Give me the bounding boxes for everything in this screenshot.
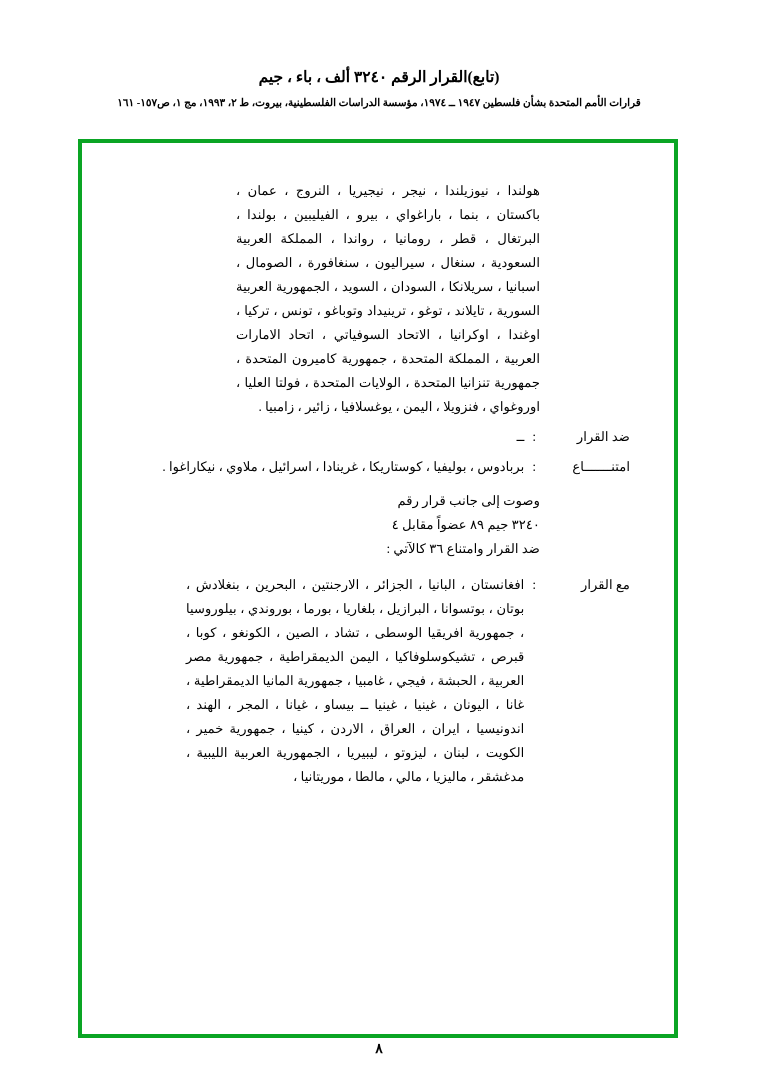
vote-with-row xyxy=(126,573,630,789)
vote-abstain-value: بربادوس ، بوليفيا ، كوستاريكا ، غرينادا ، اسرائيل ، ملاوي ، نيكاراغوا . xyxy=(162,459,525,475)
vote-with-value: افغانستان ، البانيا ، الجزائر ، الارجنتين ، البحرين ، بنغلادش ، بوتان ، بوتسوانا ، البرازيل ، بلغاريا ، بورما ، بوروندي ، بيلوروسيا ، جمهورية افريقيا الوسطى ، تشاد ، الصين ، الكونغو ، كوبا ، قبرص ، تشيكوسلوفاكيا ، اليمن الديمقراطية ، جمهورية مصر العربية ، الحبشة ، فيجي ، غامبيا ، جمهورية المانيا الديمقراطية ، غانا ، اليونان ، غينيا ، غينيا ــ بيساو ، غيانا ، المجر ، الهند ، اندونيسيا ، ايران ، العراق ، الاردن ، كينيا ، جمهورية خمير ، الكويت ، لبنان ، ليزوتو ، ليبيريا ، الجمهورية العربية الليبية ، مدغشقر ، ماليزيا ، مالي ، مالطا ، موريتانيا ، xyxy=(186,577,525,785)
page-number: ٨ xyxy=(375,1042,383,1057)
vote-tally-note xyxy=(276,489,540,561)
vote-against-row xyxy=(126,425,630,449)
countries-continuation-paragraph: هولندا ، نيوزيلندا ، نيجر ، نيجيريا ، النروج ، عمان ، باكستان ، بنما ، باراغواي ، بيرو ، الفيليبين ، بولندا ، البرتغال ، قطر ، رومانيا ، رواندا ، المملكة العربية السعودية ، سنغال ، سيراليون ، سنغافورة ، الصومال ، اسبانيا ، سريلانكا ، السودان ، السويد ، الجمهورية العربية السورية ، تايلاند ، توغو ، ترينيداد وتوباغو ، تونس ، تركيا ، اوغندا ، اوكرانيا ، الاتحاد السوفياتي ، اتحاد الامارات العربية ، المملكة المتحدة ، جمهورية كاميرون المتحدة ، جمهورية تنزانيا المتحدة ، الولايات المتحدة ، فولتا العليا ، اوروغواي ، فنزويلا ، اليمن ، يوغسلافيا ، زائير ، زامبيا . xyxy=(236,183,540,415)
vote-tally-line-3: ضد القرار وامتناع ٣٦ كالآتي : xyxy=(386,541,540,557)
document-body xyxy=(126,179,630,1024)
document-header xyxy=(0,0,758,109)
vote-with-colon: : xyxy=(532,577,536,593)
vote-against-colon: : xyxy=(532,429,536,445)
vote-abstain-row xyxy=(126,455,630,479)
content-frame xyxy=(78,139,678,1038)
vote-with-label: مع القرار xyxy=(580,577,630,593)
vote-against-label: ضد القرار xyxy=(576,429,630,445)
document-source-citation: قرارات الأمم المتحدة بشأن فلسطين ١٩٤٧ ــ ١٩٧٤، مؤسسة الدراسات الفلسطينية، بيروت، ط ٢، ١٩٩٣، مج ١، ص١٥٧- ١٦١ xyxy=(117,98,641,110)
vote-tally-line-2: ٣٢٤٠ جيم ٨٩ عضواً مقابل ٤ xyxy=(391,517,540,533)
vote-abstain-label: امتنـــــــاع xyxy=(572,459,630,475)
vote-tally-line-1: وصوت إلى جانب قرار رقم xyxy=(397,493,540,509)
vote-abstain-colon: : xyxy=(532,459,536,475)
vote-against-value: ــ xyxy=(516,429,525,445)
document-title: (تابع)القرار الرقم ٣٢٤٠ ألف ، باء ، جيم xyxy=(258,69,500,86)
